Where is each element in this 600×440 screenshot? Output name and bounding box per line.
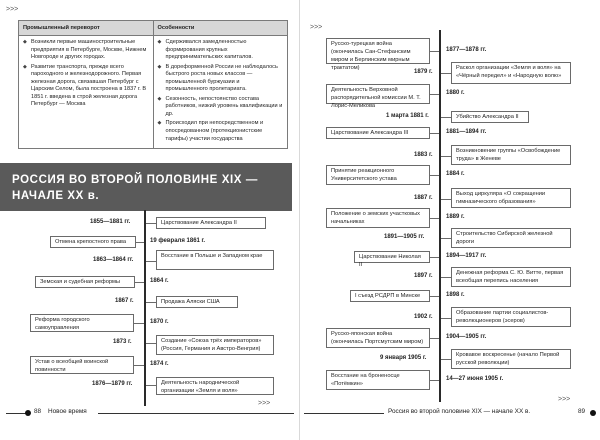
timeline-date: 1876—1879 гг. bbox=[92, 381, 133, 387]
footer-bullet bbox=[590, 410, 596, 416]
section-title-line-1: РОССИЯ ВО ВТОРОЙ ПОЛОВИНЕ XIX — bbox=[12, 174, 258, 186]
timeline-date: 1904—1905 гг. bbox=[446, 334, 487, 340]
timeline-date: 1898 г. bbox=[446, 292, 465, 298]
nav-marker: >>> bbox=[310, 24, 323, 31]
timeline-axis bbox=[144, 210, 146, 406]
timeline-event: Русско-турецкая война (окончилась Сан-Стефанским миром и Берлинским мирным трактатом) bbox=[326, 38, 430, 64]
timeline-date: 1902 г. bbox=[414, 314, 433, 320]
table-header-revolution: Промышленный переворот bbox=[19, 21, 154, 36]
timeline-event: Отмена крепостного права bbox=[50, 236, 136, 248]
timeline-event: Выход циркуляра «О сокращении гимназического образования» bbox=[451, 188, 571, 208]
section-title-banner bbox=[0, 163, 292, 211]
timeline-date: 1889 г. bbox=[446, 214, 465, 220]
timeline-event: Восстание на броненосце «Потёмкин» bbox=[326, 370, 430, 390]
timeline-event: Убийство Александра II bbox=[451, 111, 529, 123]
timeline-date: 19 февраля 1861 г. bbox=[150, 238, 206, 244]
timeline-event: Возникновение группы «Освобождение труда» в Женеве bbox=[451, 145, 571, 165]
timeline-date: 1897 г. bbox=[414, 273, 433, 279]
list-item: ◆ Сдерживался замедленностью формирования крупных предпринимательских капиталов. bbox=[166, 39, 284, 62]
timeline-date: 1883 г. bbox=[414, 152, 433, 158]
timeline-date: 1 марта 1881 г. bbox=[386, 113, 429, 119]
nav-marker: >>> bbox=[558, 396, 571, 403]
timeline-date: 1855—1881 гг. bbox=[90, 219, 131, 225]
page-number: 88 bbox=[34, 408, 42, 415]
timeline-date: 1884 г. bbox=[446, 171, 465, 177]
timeline-date: 1863—1864 гг. bbox=[93, 257, 134, 263]
timeline-event: Деятельность Верховной распорядительной комиссии М. Т. Лорис-Меликова bbox=[326, 84, 430, 104]
timeline-date: 1867 г. bbox=[115, 298, 134, 304]
running-title: Новое время bbox=[48, 408, 87, 415]
right-page bbox=[300, 0, 600, 440]
timeline-date: 1879 г. bbox=[414, 69, 433, 75]
table-row bbox=[19, 36, 288, 149]
timeline-event: Денежная реформа С. Ю. Витте, первая всеобщая перепись населения bbox=[451, 267, 571, 287]
footer-bullet bbox=[25, 410, 31, 416]
timeline-event: Положение о земских участковых начальниках bbox=[326, 208, 430, 228]
list-item: ◆ Развитие транспорта, прежде всего пароходного и железнодорожного. Первая железная дорога, связавшая Петербург с Царским Селом, была построена в 1837 г. В 1851 г. введена в строй железная дорога Петербург — Москва bbox=[31, 64, 149, 109]
industrial-revolution-table bbox=[18, 20, 288, 149]
timeline-event: Царствование Александра II bbox=[156, 217, 266, 229]
timeline-event: I съезд РСДРП в Минске bbox=[350, 290, 430, 302]
timeline-axis bbox=[439, 30, 441, 402]
list-item: ◆ В дореформенной России не наблюдалось быстрого роста новых классов — промышленной буржуазии и промышленного пролетариата. bbox=[166, 64, 284, 94]
timeline-event: Устав о всеобщей воинской повинности bbox=[30, 356, 134, 374]
timeline-event: Продажа Аляски США bbox=[156, 296, 238, 308]
timeline-date: 1881—1894 гг. bbox=[446, 129, 487, 135]
page-number: 89 bbox=[578, 408, 586, 415]
timeline-date: 9 января 1905 г. bbox=[380, 355, 427, 361]
timeline-event: Русско-японская война (окончилась Портсмутским миром) bbox=[326, 328, 430, 348]
table-cell-features bbox=[153, 36, 288, 149]
list-item: ◆ Возникли первые машиностроительные предприятия в Петербурге, Москве, Нижнем Новгороде и других городах. bbox=[31, 39, 149, 62]
timeline-date: 1864 г. bbox=[150, 278, 169, 284]
section-title-line-2: НАЧАЛЕ XX в. bbox=[12, 190, 100, 202]
table-header-features: Особенности bbox=[153, 21, 288, 36]
timeline-event: Принятие реакционного Университетского устава bbox=[326, 165, 430, 185]
list-item: ◆ Сезонность, непостоянство состава работников, низкий уровень квалификации и др. bbox=[166, 96, 284, 119]
timeline-date: 1880 г. bbox=[446, 90, 465, 96]
list-item: ◆ Происходил при непосредственном и опосредованном (протекционистские тарифы) участии государства bbox=[166, 120, 284, 143]
timeline-date: 1894—1917 гг. bbox=[446, 253, 487, 259]
timeline-event: Создание «Союза трёх императоров» (Россия, Германия и Австро-Венгрия) bbox=[156, 335, 274, 355]
timeline-event: Раскол организации «Земля и воля» на «Чёрный передел» и «Народную волю» bbox=[451, 62, 571, 84]
timeline-event: Реформа городского самоуправления bbox=[30, 314, 134, 332]
timeline-date: 1874 г. bbox=[150, 361, 169, 367]
timeline-date: 14—27 июня 1905 г. bbox=[446, 376, 504, 382]
table-cell-revolution bbox=[19, 36, 154, 149]
timeline-date: 1873 г. bbox=[113, 339, 132, 345]
timeline-event: Кровавое воскресенье (начало Первой русской революции) bbox=[451, 349, 571, 369]
timeline-date: 1891—1905 гг. bbox=[384, 234, 425, 240]
timeline-date: 1877—1878 гг. bbox=[446, 47, 487, 53]
timeline-event: Земская и судебная реформы bbox=[35, 276, 135, 288]
nav-marker: >>> bbox=[6, 6, 19, 13]
timeline-event: Царствование Николая II bbox=[354, 251, 430, 263]
timeline-date: 1887 г. bbox=[414, 195, 433, 201]
nav-marker: >>> bbox=[258, 400, 271, 407]
timeline-event: Деятельность народнической организации «Земля и воля» bbox=[156, 377, 274, 395]
timeline-event: Строительство Сибирской железной дороги bbox=[451, 228, 571, 248]
timeline-date: 1870 г. bbox=[150, 319, 169, 325]
timeline-event: Восстание в Польше и Западном крае bbox=[156, 250, 274, 270]
timeline-event: Царствование Александра III bbox=[326, 127, 430, 139]
timeline-event: Образование партии социалистов-революционеров (эсеров) bbox=[451, 307, 571, 327]
running-title: Россия во второй половине XIX — начале XX в. bbox=[388, 408, 531, 415]
